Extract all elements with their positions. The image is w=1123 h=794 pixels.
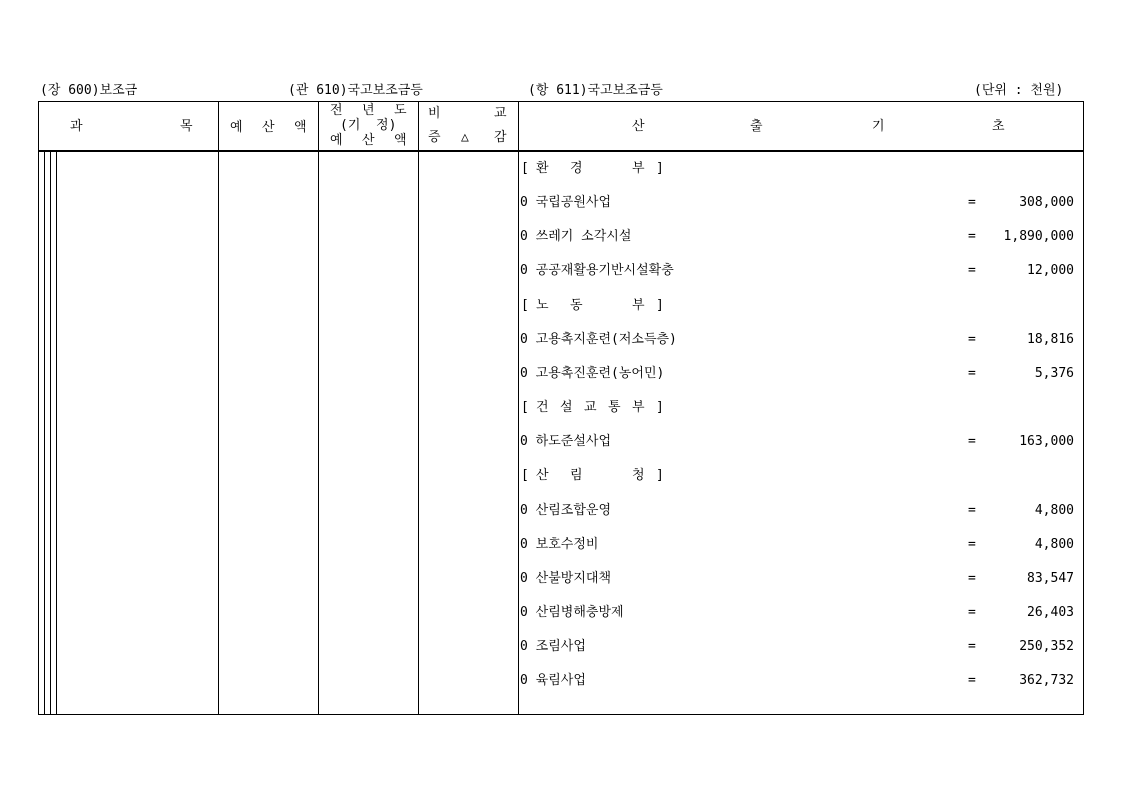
equals-sign: = — [968, 366, 976, 381]
col-divider-3 — [418, 101, 419, 714]
prev-year-char: 년 — [362, 103, 375, 118]
gwamok-char: 목 — [180, 119, 193, 134]
item-amount: 362,732 — [1019, 673, 1074, 688]
prev-year-char: 도 — [394, 103, 407, 118]
unit-label: (단위 : 천원) — [974, 83, 1064, 98]
section-char: [ — [521, 161, 529, 176]
section-char: [ — [521, 468, 529, 483]
item-amount: 4,800 — [1034, 503, 1074, 518]
item-label: 0 산불방지대책 — [520, 571, 612, 586]
compare-char: △ — [461, 130, 469, 145]
prev-year-char: 산 — [362, 133, 375, 148]
prev-year-char: 전 — [330, 103, 343, 118]
compare-char: 교 — [494, 106, 507, 121]
section-char: 설 — [560, 400, 573, 415]
gwan-title: (관 610)국고보조금등 — [288, 83, 423, 98]
item-amount: 26,403 — [1027, 605, 1074, 620]
section-char: 교 — [584, 400, 597, 415]
item-label: 0 조림사업 — [520, 639, 586, 654]
section-char: ] — [656, 161, 664, 176]
equals-sign: = — [968, 263, 976, 278]
prev-year-char: 액 — [394, 133, 407, 148]
hang-title: (항 611)국고보조금등 — [528, 83, 663, 98]
equals-sign: = — [968, 229, 976, 244]
equals-sign: = — [968, 503, 976, 518]
equals-sign: = — [968, 673, 976, 688]
budget-char: 액 — [294, 120, 307, 135]
jang-title: (장 600)보조금 — [40, 83, 138, 98]
compare-char: 비 — [428, 106, 441, 121]
section-char: 부 — [632, 298, 645, 313]
section-char: 통 — [608, 400, 621, 415]
budget-char: 산 — [262, 120, 275, 135]
item-label: 0 보호수정비 — [520, 537, 599, 552]
item-amount: 163,000 — [1019, 434, 1074, 449]
col-divider-4 — [518, 101, 519, 714]
header-rule — [38, 150, 1084, 152]
section-char: 청 — [632, 468, 645, 483]
basis-char: 산 — [632, 119, 645, 134]
col-divider-1 — [218, 101, 219, 714]
item-label: 0 쓰레기 소각시설 — [520, 229, 632, 244]
item-label: 0 육림사업 — [520, 673, 586, 688]
section-char: 동 — [570, 298, 583, 313]
section-char: 부 — [632, 161, 645, 176]
gwamok-char: 과 — [70, 119, 83, 134]
section-char: 부 — [632, 400, 645, 415]
item-label: 0 고용촉지훈련(저소득층) — [520, 332, 677, 347]
item-amount: 308,000 — [1019, 195, 1074, 210]
item-amount: 12,000 — [1027, 263, 1074, 278]
col-divider-2 — [318, 101, 319, 714]
section-char: 건 — [536, 400, 549, 415]
section-char: 환 — [536, 161, 549, 176]
section-char: ] — [656, 298, 664, 313]
equals-sign: = — [968, 434, 976, 449]
item-label: 0 산림병해충방제 — [520, 605, 624, 620]
prev-year-sub: (기 정) — [340, 118, 397, 133]
item-label: 0 고용촉진훈련(농어민) — [520, 366, 665, 381]
section-char: ] — [656, 468, 664, 483]
gwamok-line-2 — [50, 151, 51, 714]
equals-sign: = — [968, 195, 976, 210]
equals-sign: = — [968, 639, 976, 654]
budget-char: 예 — [230, 120, 243, 135]
section-char: 경 — [570, 161, 583, 176]
prev-year-char: 예 — [330, 133, 343, 148]
section-char: [ — [521, 400, 529, 415]
item-label: 0 산림조합운영 — [520, 503, 612, 518]
section-char: 산 — [536, 468, 549, 483]
item-amount: 5,376 — [1034, 366, 1074, 381]
basis-char: 출 — [750, 119, 763, 134]
equals-sign: = — [968, 571, 976, 586]
item-label: 0 하도준설사업 — [520, 434, 612, 449]
gwamok-line-1 — [44, 151, 45, 714]
section-char: ] — [656, 400, 664, 415]
item-amount: 18,816 — [1027, 332, 1074, 347]
equals-sign: = — [968, 537, 976, 552]
item-amount: 250,352 — [1019, 639, 1074, 654]
section-char: 노 — [536, 298, 549, 313]
item-amount: 83,547 — [1027, 571, 1074, 586]
gwamok-line-3 — [56, 151, 57, 714]
item-amount: 1,890,000 — [1003, 229, 1074, 244]
basis-char: 초 — [992, 119, 1005, 134]
equals-sign: = — [968, 332, 976, 347]
equals-sign: = — [968, 605, 976, 620]
item-label: 0 공공재활용기반시설확충 — [520, 263, 674, 278]
compare-char: 증 — [428, 130, 441, 145]
section-char: [ — [521, 298, 529, 313]
item-label: 0 국립공원사업 — [520, 195, 612, 210]
section-char: 림 — [570, 468, 583, 483]
compare-char: 감 — [494, 130, 507, 145]
item-amount: 4,800 — [1034, 537, 1074, 552]
basis-char: 기 — [872, 119, 885, 134]
